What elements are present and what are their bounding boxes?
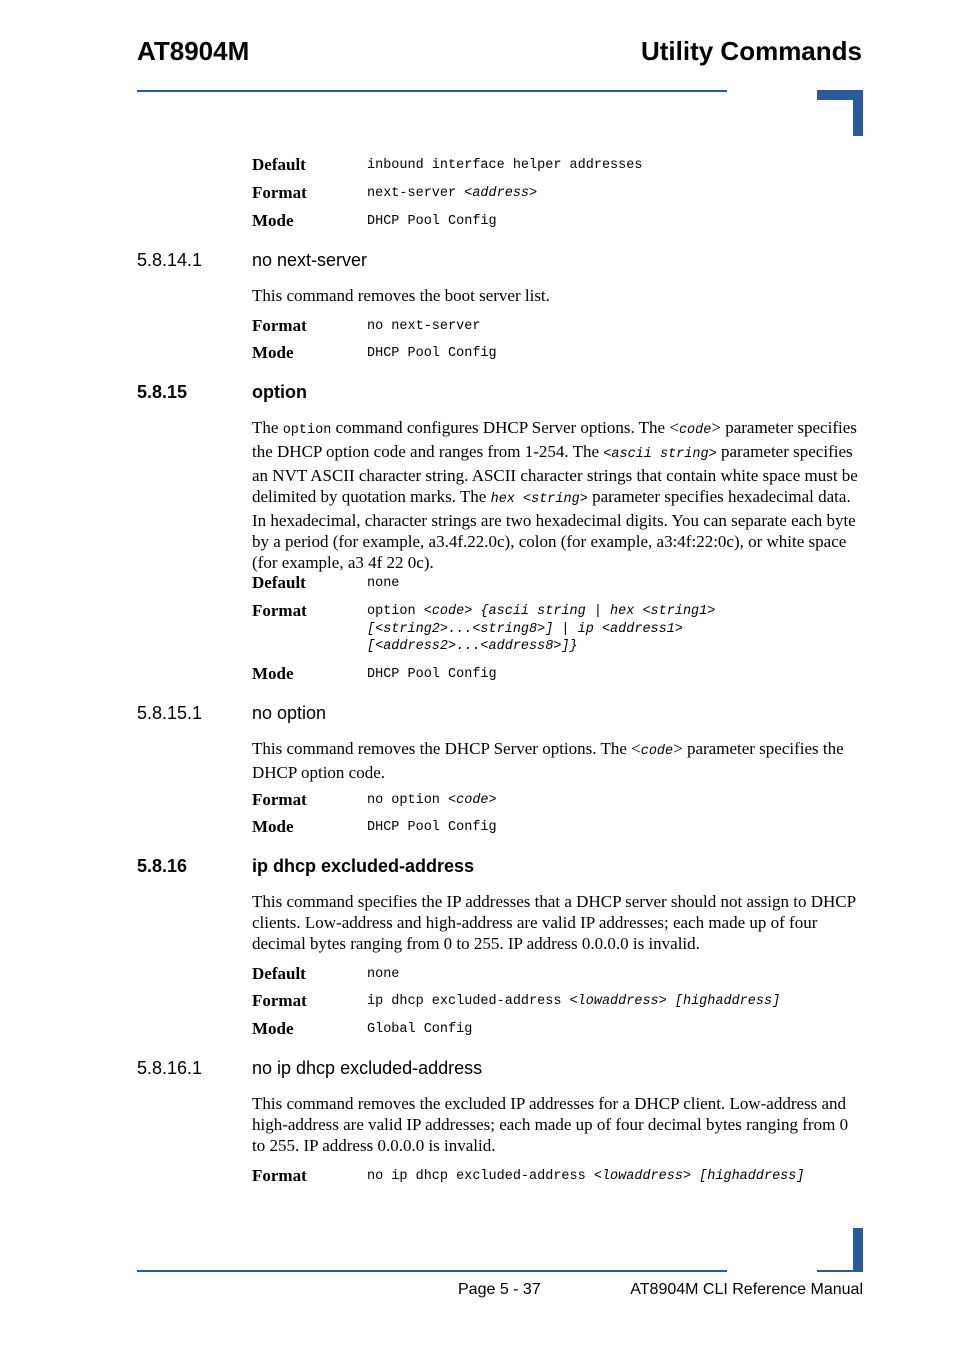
- format-value: no option <code>: [367, 793, 497, 808]
- format-value: no next-server: [367, 319, 481, 334]
- format-label: Format: [252, 991, 307, 1010]
- section-number: 5.8.15: [137, 382, 188, 402]
- section-number: 5.8.14.1: [137, 250, 203, 270]
- footer-corner-bar: [817, 1270, 863, 1272]
- section-text: This command removes the boot server list.: [252, 286, 550, 305]
- header-chapter: Utility Commands: [640, 36, 862, 66]
- default-label: Default: [252, 964, 306, 983]
- section-number: 5.8.16: [137, 856, 188, 876]
- default-value: none: [367, 576, 400, 591]
- mode-value: DHCP Pool Config: [367, 346, 497, 361]
- header-corner-post: [853, 90, 863, 136]
- section-text: The option command configures DHCP Server options. The <code> parameter specifies the DHCP option code and ranges from 1-254. The <ascii string> parameter specifies an NVT ASCII character string. ASCII character strings that contain white space must be delimited by quotation marks. The hex <string> parameter specifies hexadecimal data. In hexadecimal, character strings are two hexadecimal digits. You can separate each byte by a period (for example, a3.4f.22.0c), colon (for example, a3:4f:22:0c), or white space (for example, a3 4f 22 0c).: [252, 418, 858, 572]
- mode-label: Mode: [252, 343, 294, 362]
- format-label: Format: [252, 601, 307, 620]
- format-label: Format: [252, 1166, 307, 1185]
- header-rule: [137, 90, 727, 92]
- format-value: ip dhcp excluded-address <lowaddress> [highaddress]: [367, 994, 781, 1009]
- format-label: Format: [252, 790, 307, 809]
- section-title: no option: [252, 703, 327, 723]
- section-title: ip dhcp excluded-address: [252, 856, 475, 876]
- mode-label: Mode: [252, 664, 294, 683]
- format-value: option <code> {ascii string | hex <string1> [<string2>...<string8>] | ip <address1> [<address2>...<address8>]}: [367, 604, 716, 654]
- section-text: This command specifies the IP addresses that a DHCP server should not assign to DHCP clients. Low-address and high-address are valid IP addresses; each made up of four decimal bytes ranging from 0 to 255. IP address 0.0.0.0 is invalid.: [252, 892, 856, 953]
- mode-label: Mode: [252, 211, 294, 230]
- header-product: AT8904M: [137, 36, 250, 66]
- section-title: option: [252, 382, 307, 402]
- mode-value: DHCP Pool Config: [367, 667, 497, 682]
- default-value: inbound interface helper addresses: [367, 158, 643, 173]
- format-value: no ip dhcp excluded-address <lowaddress> [highaddress]: [367, 1169, 805, 1184]
- section-text: This command removes the DHCP Server options. The <code> parameter specifies the DHCP option code.: [252, 739, 844, 782]
- section-text: This command removes the excluded IP addresses for a DHCP client. Low-address and high-address are valid IP addresses; each made up of four decimal bytes ranging from 0 to 255. IP address 0.0.0.0 is invalid.: [252, 1094, 849, 1155]
- page-number: Page 5 - 37: [458, 1281, 541, 1298]
- section-number: 5.8.16.1: [137, 1058, 203, 1078]
- section-number: 5.8.15.1: [137, 703, 203, 723]
- format-label: Format: [252, 316, 307, 335]
- default-label: Default: [252, 573, 306, 592]
- mode-label: Mode: [252, 1019, 294, 1038]
- footer-rule: [137, 1270, 727, 1272]
- format-value: next-server <address>: [367, 186, 538, 201]
- section-title: no ip dhcp excluded-address: [252, 1058, 483, 1078]
- mode-label: Mode: [252, 817, 294, 836]
- default-value: none: [367, 967, 400, 982]
- manual-title: AT8904M CLI Reference Manual: [630, 1281, 863, 1298]
- footer-corner-post: [853, 1228, 863, 1272]
- mode-value: Global Config: [367, 1022, 473, 1037]
- mode-value: DHCP Pool Config: [367, 214, 497, 229]
- format-label: Format: [252, 183, 307, 202]
- section-title: no next-server: [252, 250, 368, 270]
- default-label: Default: [252, 155, 306, 174]
- mode-value: DHCP Pool Config: [367, 820, 497, 835]
